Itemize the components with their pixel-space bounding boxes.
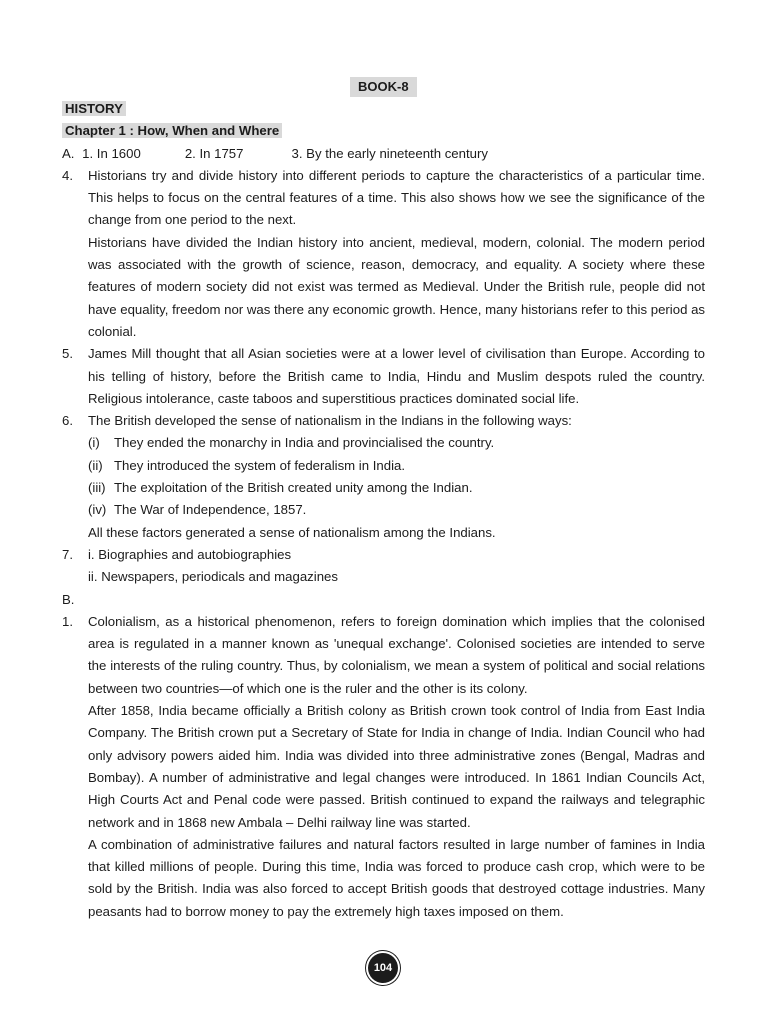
question-7-number: 7. [62, 546, 73, 562]
section-a-answers [62, 143, 705, 165]
question-6-item-marker: (iv) [88, 502, 107, 518]
question-6-closing: All these factors generated a sense of nationalism among the Indians. [88, 524, 496, 540]
section-b-question-1-paragraph-1: Colonialism, as a historical phenomenon, refers to foreign domination which implies that the colonised area is regulated in a manner known as 'unequal exchange'. Colonised societies are intended to serve the interests of the ruling country. Thus, by colonialism, we mean a system of political and social relations between two countries—of which one is the ruler and the other is its colony. [88, 613, 705, 696]
section-a-answer-1: 1. In 1600 [82, 145, 141, 161]
question-4-paragraph-2: Historians have divided the Indian history into ancient, medieval, modern, colonial. The modern period was associated with the growth of science, reason, democracy, and equality. A society where these features of modern society did not exist was termed as Medieval. Under the British rule, people did not have equality, freedom nor was there any economic growth. Hence, many historians refer to this period as colonial. [88, 234, 705, 339]
question-4-number: 4. [62, 167, 73, 183]
book-label: BOOK-8 [350, 77, 417, 97]
question-5-number: 5. [62, 346, 73, 362]
question-5-answer [88, 343, 705, 410]
question-7-line-2: ii. Newspapers, periodicals and magazines [88, 569, 338, 585]
chapter-heading-row [62, 120, 705, 142]
section-b-question-1-paragraph-2: After 1858, India became officially a British colony as British crown took control of India from East India Company. The British crown put a Secretary of State for India in change of India. Indian Council who had only advisory powers aided him. India was divided into three administrative zones (Bengal, Madras and Bombay). A number of administrative and legal changes were introduced. In 1861 Indian Councils Act, High Courts Act and Penal code were passed. British continued to expand the railways and telegraphic network and in 1868 new Ambala – Delhi railway line was started. [88, 703, 705, 830]
question-6-intro: The British developed the sense of nationalism in the Indians in the following ways: [88, 413, 572, 429]
question-4-paragraph-1: Historians try and divide history into different periods to capture the characteristics of a particular time. This helps to focus on the central features of a time. This also shows how we see the significance of the change from one period to the next. [88, 167, 705, 228]
section-b-question-1 [62, 611, 705, 923]
section-b-question-1-answer [88, 611, 705, 923]
subject-heading: HISTORY [62, 101, 126, 116]
section-b-label: B. [62, 591, 75, 607]
section-a-answer-3: 3. By the early nineteenth century [291, 145, 488, 161]
question-7-line-1: i. Biographies and autobiographies [88, 546, 292, 562]
question-4 [62, 165, 705, 343]
question-6-item-marker: (i) [88, 435, 100, 451]
section-a-answer-2: 2. In 1757 [184, 145, 244, 161]
question-6-item-text: The exploitation of the British created unity among the Indian. [114, 480, 473, 496]
question-6-item-text: They introduced the system of federalism in India. [114, 457, 406, 473]
section-b-question-1-paragraph-3: A combination of administrative failures and natural factors resulted in large number of famines in India that killed millions of people. During this time, India was forced to produce cash crop, which were to be sold by the British. India was also forced to accept British goods that destroyed cottage industries. Many peasants had to borrow money to pay the extremely high taxes imposed on them. [88, 836, 705, 919]
question-6-item [88, 455, 705, 477]
question-6-item [88, 477, 705, 499]
question-6-number: 6. [62, 413, 73, 429]
section-b-question-1-number: 1. [62, 613, 73, 629]
question-4-answer [88, 165, 705, 343]
page-number-badge: 104 [368, 953, 398, 983]
question-7 [62, 544, 705, 589]
question-6-answer [88, 410, 705, 544]
subject-heading-row [62, 98, 705, 120]
chapter-heading: Chapter 1 : How, When and Where [62, 123, 282, 138]
question-6-item-marker: (iii) [88, 480, 106, 496]
question-7-answer [88, 544, 705, 589]
section-a-label: A. [62, 145, 75, 161]
question-5-paragraph-1: James Mill thought that all Asian societies were at a lower level of civilisation than Europe. According to his telling of history, before the British came to India, Hindu and Muslim despots ruled the country. Religious intolerance, caste taboos and superstitious practices dominated social life. [88, 346, 705, 406]
question-6 [62, 410, 705, 544]
question-6-item [88, 432, 705, 454]
question-6-item-text: They ended the monarchy in India and provincialised the country. [114, 435, 495, 451]
answer-content [62, 98, 705, 923]
question-5 [62, 343, 705, 410]
question-6-item [88, 499, 705, 521]
question-6-item-text: The War of Independence, 1857. [114, 502, 307, 518]
question-6-item-marker: (ii) [88, 457, 103, 473]
